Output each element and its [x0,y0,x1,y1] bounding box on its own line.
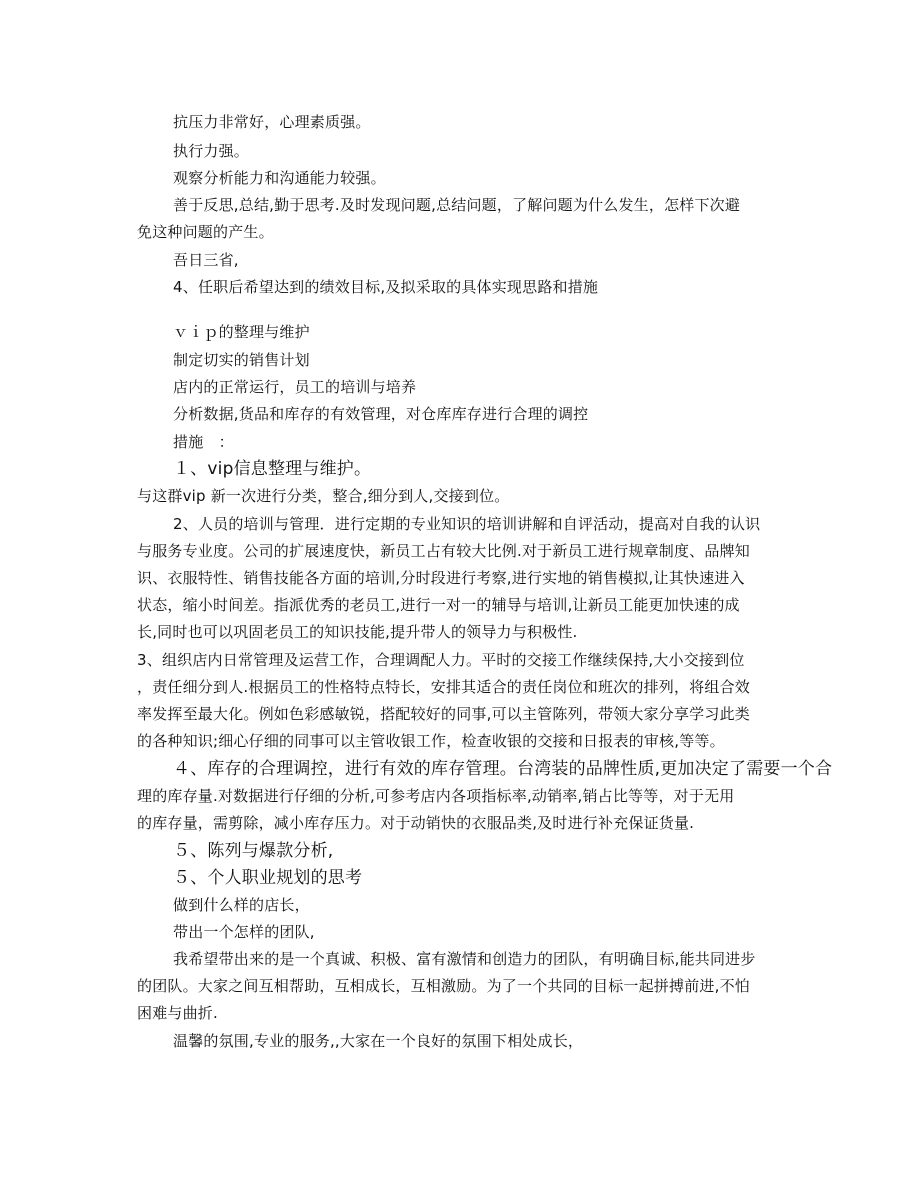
list-item: 店内的正常运行，员工的培训与培养 [173,378,417,396]
paragraph-line: ４、库存的合理调控，进行有效的库存管理。台湾装的品牌性质,更加决定了需要一个合 [173,759,833,779]
paragraph-line: 的各种知识;细心仔细的同事可以主管收银工作，检查收银的交接和日报表的审核,等等。 [137,732,725,750]
list-item: 制定切实的销售计划 [173,351,310,369]
paragraph-line: 理的库存量.对数据进行仔细的分析,可参考店内各项指标率,动销率,销占比等等，对于无用 [137,787,735,805]
paragraph-line: 2、人员的培训与管理．进行定期的专业知识的培训讲解和自评活动，提高对自我的认识 [173,515,761,533]
paragraph-line: 我希望带出来的是一个真诚、积极、富有激情和创造力的团队，有明确目标,能共同进步 [173,950,756,968]
paragraph-line: 与这群vip 新一次进行分类，整合,细分到人,交接到位。 [137,487,510,505]
paragraph-line: 困难与曲折. [137,1004,218,1022]
paragraph-line: 观察分析能力和沟通能力较强。 [173,169,386,187]
paragraph-line: 3、组织店内日常管理及运营工作，合理调配人力。平时的交接工作继续保持,大小交接到位 [137,651,745,669]
section-heading: 4、任职后希望达到的绩效目标,及拟采取的具体实现思路和措施 [173,278,599,296]
paragraph-line: 抗压力非常好，心理素质强。 [173,113,371,131]
paragraph-line: 吾日三省, [173,251,239,269]
paragraph-line: 率发挥至最大化。例如色彩感敏锐，搭配较好的同事,可以主管陈列，带领大家分享学习此类 [137,705,750,723]
paragraph-line: 带出一个怎样的团队, [173,923,315,941]
paragraph-line: 的库存量，需剪除，减小库存压力。对于动销快的衣服品类,及时进行补充保证货量. [137,814,695,832]
paragraph-line: 执行力强。 [173,142,250,160]
paragraph-line: 温馨的氛围,专业的服务,,大家在一个良好的氛围下相处成长， [173,1032,584,1050]
paragraph-line: 长,同时也可以巩固老员工的知识技能,提升带人的领导力与积极性. [137,623,578,641]
list-item: 分析数据,货品和库存的有效管理，对仓库库存进行合理的调控 [173,405,589,423]
paragraph-line: 状态，缩小时间差。指派优秀的老员工,进行一对一的辅导与培训,让新员工能更加快速的成 [137,596,740,614]
section-heading: ５、个人职业规划的思考 [173,868,363,888]
list-item: ｖｉｐ的整理与维护 [173,323,310,341]
paragraph-line: ，责任细分到人.根据员工的性格特点特长，安排其适合的责任岗位和班次的排列，将组合效 [137,678,750,696]
section-heading: ５、陈列与爆款分析, [173,841,334,861]
paragraph-line: 善于反思,总结,勤于思考.及时发现问题,总结问题，了解问题为什么发生，怎样下次避 [173,196,741,214]
measures-label: 措施 ： [173,433,234,451]
measure-heading: １、vip信息整理与维护。 [173,459,372,479]
paragraph-line: 的团队。大家之间互相帮助，互相成长，互相激励。为了一个共同的目标一起拼搏前进,不怕 [137,977,750,995]
paragraph-line: 做到什么样的店长， [173,896,310,914]
paragraph-line: 识、衣服特性、销售技能各方面的培训,分时段进行考察,进行实地的销售模拟,让其快速进入 [137,569,745,587]
paragraph-line: 与服务专业度。公司的扩展速度快，新员工占有较大比例.对于新员工进行规章制度、品牌知 [137,542,750,560]
paragraph-line: 免这种问题的产生。 [137,223,274,241]
